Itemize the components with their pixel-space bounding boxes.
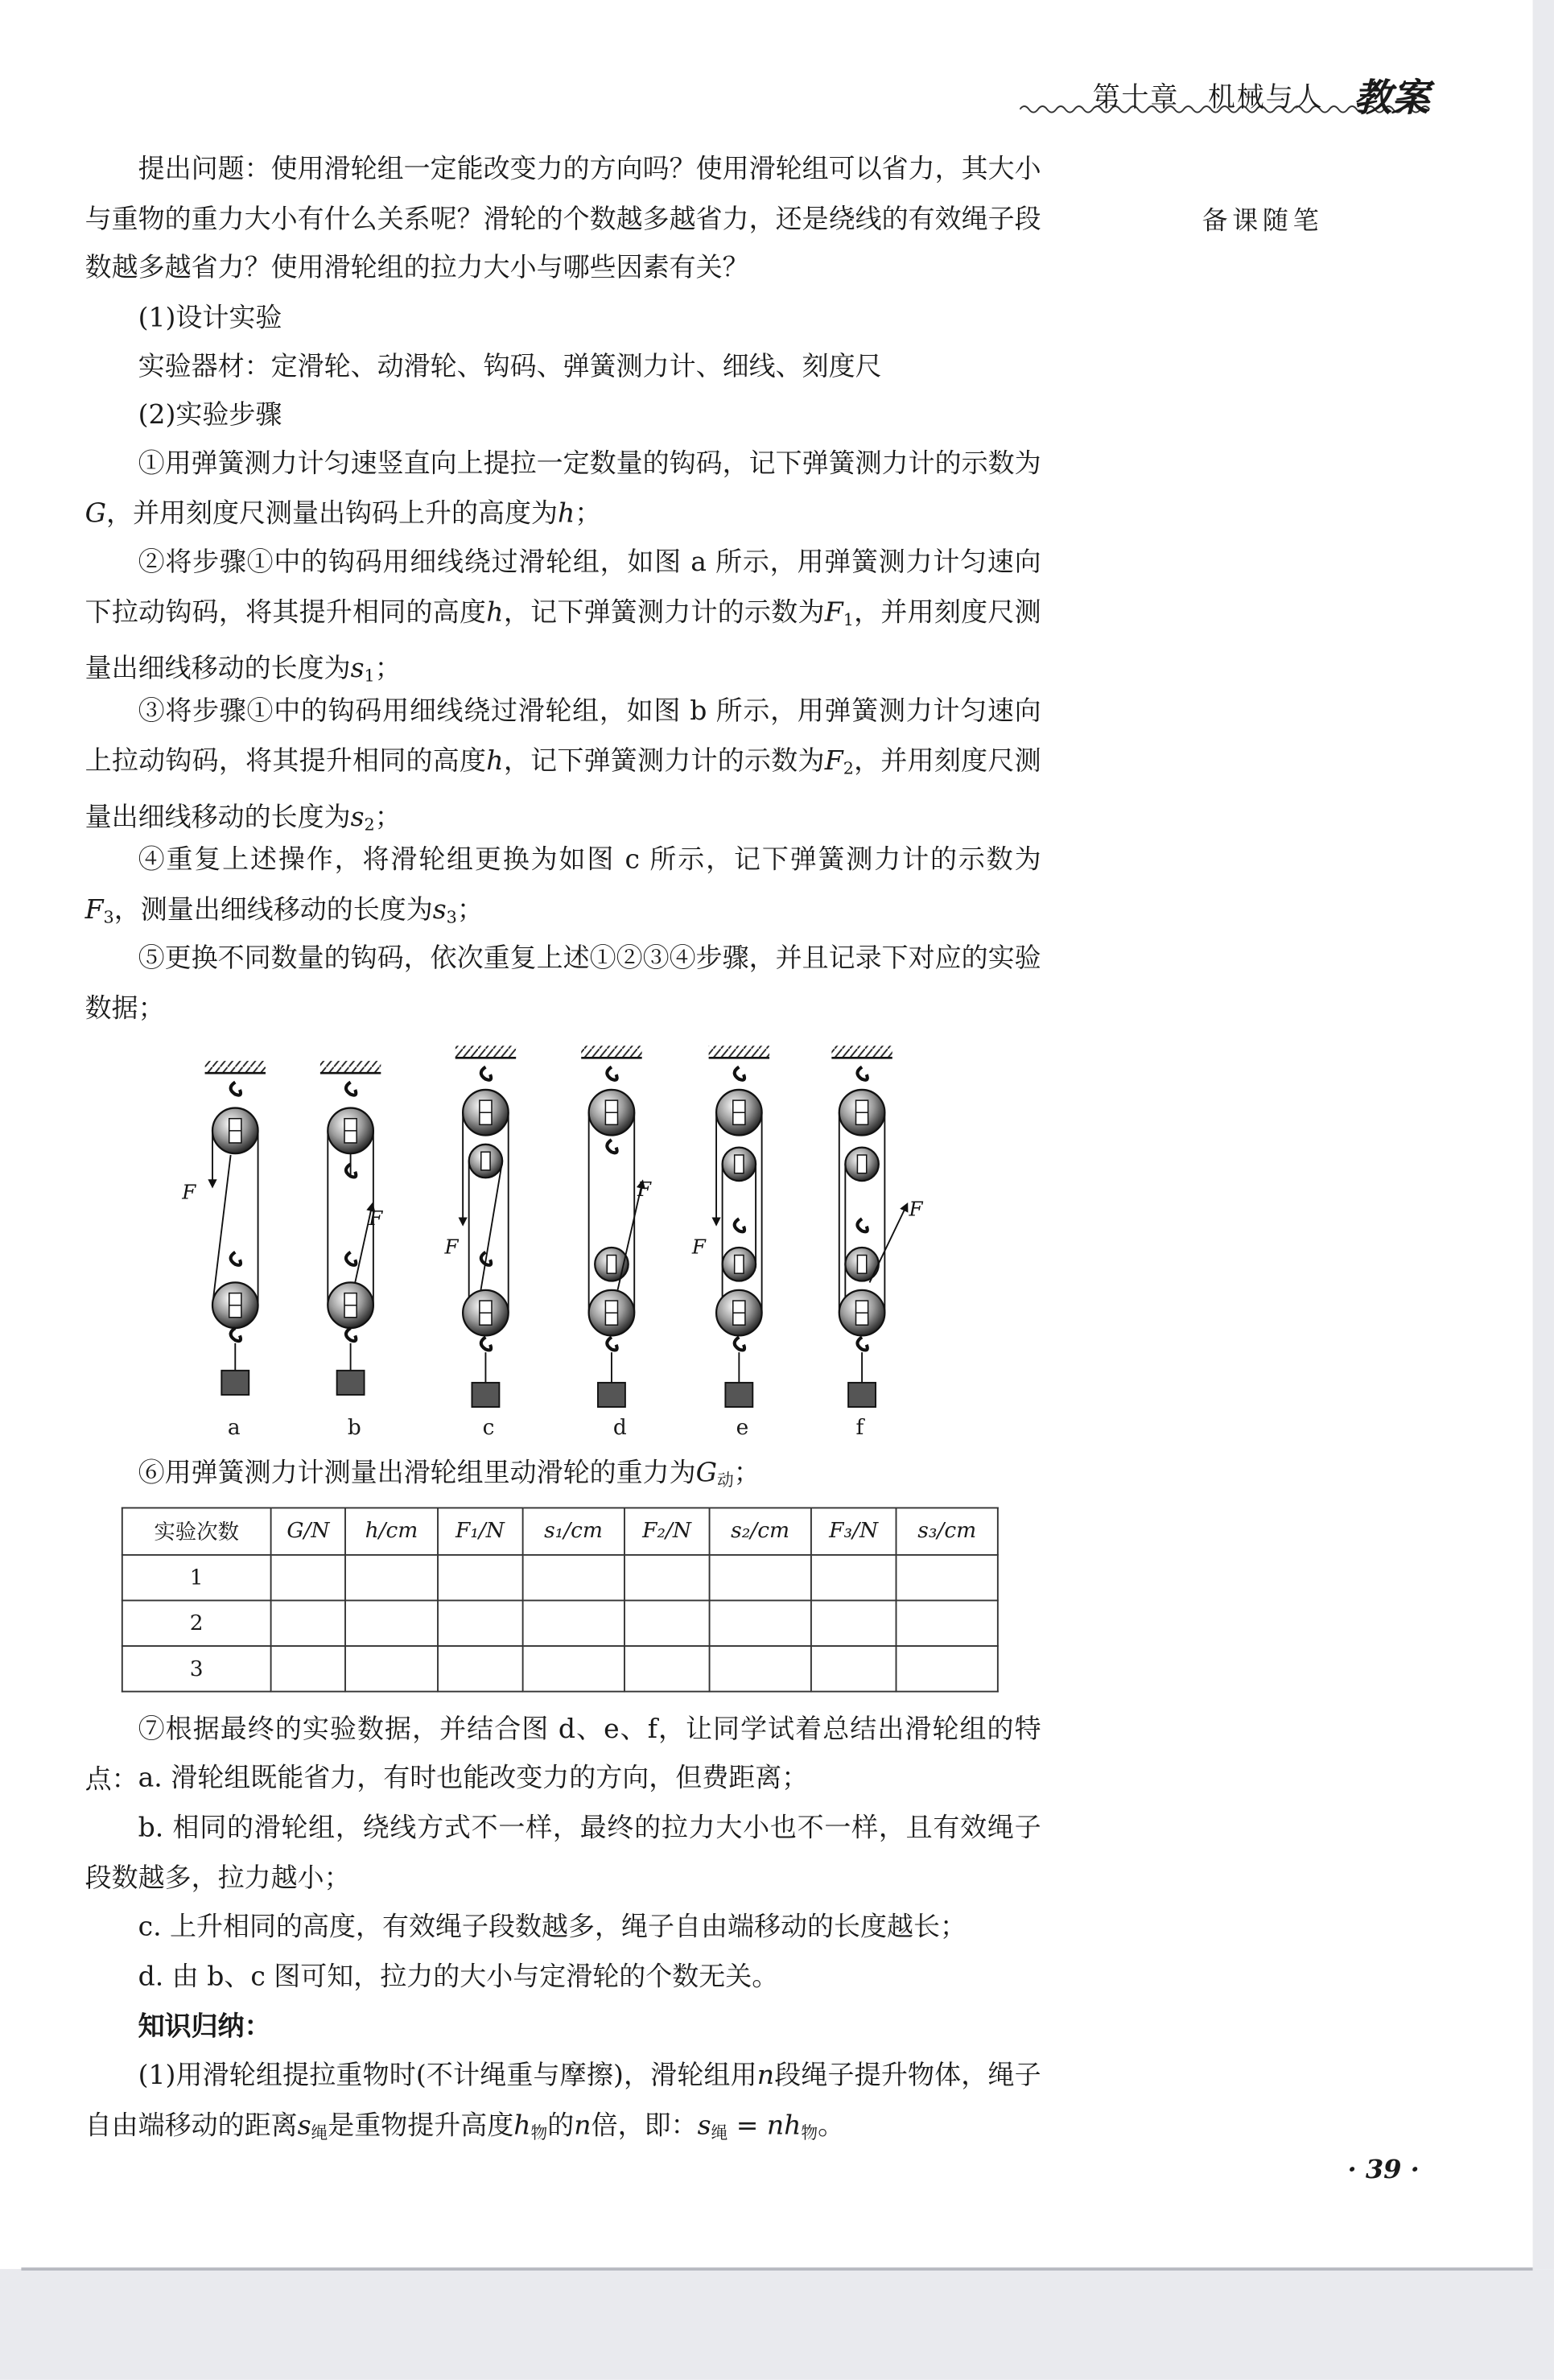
- force-label-f: F: [909, 1197, 923, 1221]
- row-number: 2: [122, 1600, 271, 1646]
- table-row: [122, 1646, 998, 1692]
- table-cell: [271, 1600, 346, 1646]
- step-1: ①用弹簧测力计匀速竖直向上提拉一定数量的钩码，记下弹簧测力计的示数为G，并用刻度尺测量出钩码上升的高度为h；: [85, 449, 1041, 530]
- chapter-title: 第十章 机械与人: [1092, 81, 1324, 114]
- table-cell: [345, 1646, 437, 1692]
- table-cell: [897, 1555, 998, 1601]
- step-6: ⑥用弹簧测力计测量出滑轮组里动滑轮的重力为$G_动$；: [138, 1458, 761, 1491]
- table-cell: [522, 1555, 624, 1601]
- table-row: [122, 1555, 998, 1601]
- table-header-cell: F₃/N: [811, 1508, 897, 1554]
- table-header-cell: F₂/N: [624, 1508, 710, 1554]
- table-header-cell: G/N: [271, 1508, 346, 1554]
- figure-label-f: f: [855, 1416, 864, 1441]
- table-cell: [345, 1555, 437, 1601]
- table-cell: [710, 1600, 811, 1646]
- conclusion-c: c. 上升相同的高度，有效绳子段数越多，绳子自由端移动的长度越长；: [138, 1912, 967, 1943]
- scan-bottom-margin: [0, 2269, 1554, 2380]
- page-edge-shadow: [1533, 0, 1554, 2269]
- table-header-row: [122, 1508, 998, 1554]
- table-cell: [897, 1600, 998, 1646]
- conclusion-b: b. 相同的滑轮组，绕线方式不一样，最终的拉力大小也不一样，且有效绳子段数越多，拉力越小；: [85, 1813, 1041, 1894]
- figure-label-b: b: [347, 1416, 361, 1441]
- table-cell: [624, 1646, 710, 1692]
- knowledge-summary-1: (1)用滑轮组提拉重物时(不计绳重与摩擦)，滑轮组用n段绳子提升物体，绳子自由端移动的距离$s_绳$是重物提升高度$h_物$的n倍，即：$s_绳 = nh_物$。: [85, 2060, 1041, 2143]
- section-design: (1)设计实验: [138, 303, 282, 334]
- table-header-cell: h/cm: [345, 1508, 437, 1554]
- table-cell: [710, 1646, 811, 1692]
- experiment-table: [122, 1508, 999, 1693]
- table-cell: [624, 1600, 710, 1646]
- table-cell: [345, 1600, 437, 1646]
- question-paragraph: 提出问题：使用滑轮组一定能改变力的方向吗？使用滑轮组可以省力，其大小与重物的重力大小有什么关系呢？滑轮的个数越多越省力，还是绕线的有效绳子段数越多越省力？使用滑轮组的拉力大小与哪些因素有关？: [85, 155, 1041, 284]
- row-number: 1: [122, 1555, 271, 1601]
- figure-label-e: e: [736, 1416, 749, 1441]
- equipment-paragraph: 实验器材：定滑轮、动滑轮、钩码、弹簧测力计、细线、刻度尺: [138, 352, 882, 383]
- table-header-cell: s₃/cm: [897, 1508, 998, 1554]
- table-cell: [271, 1646, 346, 1692]
- table-cell: [811, 1646, 897, 1692]
- force-label-e: F: [691, 1235, 706, 1259]
- table-header-cell: s₂/cm: [710, 1508, 811, 1554]
- figure-label-d: d: [612, 1416, 627, 1441]
- force-label-b: F: [369, 1206, 383, 1230]
- conclusion-a: a. 滑轮组既能省力，有时也能改变力的方向，但费距离；: [138, 1763, 809, 1794]
- table-header-cell: F₁/N: [437, 1508, 522, 1554]
- table-cell: [522, 1600, 624, 1646]
- table-header-cell: s₁/cm: [522, 1508, 624, 1554]
- side-note-label: 备课随笔: [1202, 206, 1324, 237]
- figure-label-c: c: [482, 1416, 495, 1441]
- knowledge-summary-heading: 知识归纳：: [138, 2012, 271, 2044]
- table-cell: [624, 1555, 710, 1601]
- section-steps: (2)实验步骤: [138, 400, 282, 431]
- force-label-c: F: [444, 1235, 459, 1259]
- pulley-system-d: [581, 1046, 652, 1407]
- pulley-system-f: [831, 1046, 923, 1407]
- table-cell: [811, 1555, 897, 1601]
- table-cell: [271, 1555, 346, 1601]
- step-7: ⑦根据最终的实验数据，并结合图 d、e、f，让同学试着总结出滑轮组的特点：: [85, 1714, 1041, 1796]
- step-2: ②将步骤①中的钩码用细线绕过滑轮组，如图 a 所示，用弹簧测力计匀速向下拉动钩码，将其提升相同的高度h，记下弹簧测力计的示数为$F_1$，并用刻度尺测量出细线移动的长度为$s_1$；: [85, 547, 1041, 687]
- scan-bottom-edge: [21, 2267, 1532, 2271]
- row-number: 3: [122, 1646, 271, 1692]
- conclusion-d: d. 由 b、c 图可知，拉力的大小与定滑轮的个数无关。: [138, 1962, 779, 1993]
- step-4: ④重复上述操作，将滑轮组更换为如图 c 所示，记下弹簧测力计的示数为$F_3$，测量出细线移动的长度为$s_3$；: [85, 845, 1041, 927]
- table-cell: [437, 1555, 522, 1601]
- table-cell: [710, 1555, 811, 1601]
- brand-label: 教案: [1354, 76, 1430, 120]
- force-label-a: F: [182, 1180, 196, 1204]
- table-header-cell: 实验次数: [122, 1508, 271, 1554]
- step-5: ⑤更换不同数量的钩码，依次重复上述①②③④步骤，并且记录下对应的实验数据；: [85, 943, 1041, 1025]
- pulley-system-b: [320, 1061, 383, 1395]
- pulley-system-c: [444, 1046, 517, 1407]
- step-3: ③将步骤①中的钩码用细线绕过滑轮组，如图 b 所示，用弹簧测力计匀速向上拉动钩码，将其提升相同的高度h，记下弹簧测力计的示数为$F_2$，并用刻度尺测量出细线移动的长度为$s_2$；: [85, 696, 1041, 835]
- table-cell: [437, 1646, 522, 1692]
- table-cell: [437, 1600, 522, 1646]
- page-number: · 39 ·: [1347, 2155, 1420, 2186]
- table-cell: [522, 1646, 624, 1692]
- figure-label-a: a: [227, 1416, 241, 1441]
- table-cell: [811, 1600, 897, 1646]
- force-label-d: F: [637, 1177, 651, 1201]
- table-cell: [897, 1646, 998, 1692]
- pulley-figure: [159, 1040, 949, 1450]
- pulley-system-a: [181, 1061, 266, 1395]
- pulley-system-e: [691, 1046, 769, 1407]
- table-row: [122, 1600, 998, 1646]
